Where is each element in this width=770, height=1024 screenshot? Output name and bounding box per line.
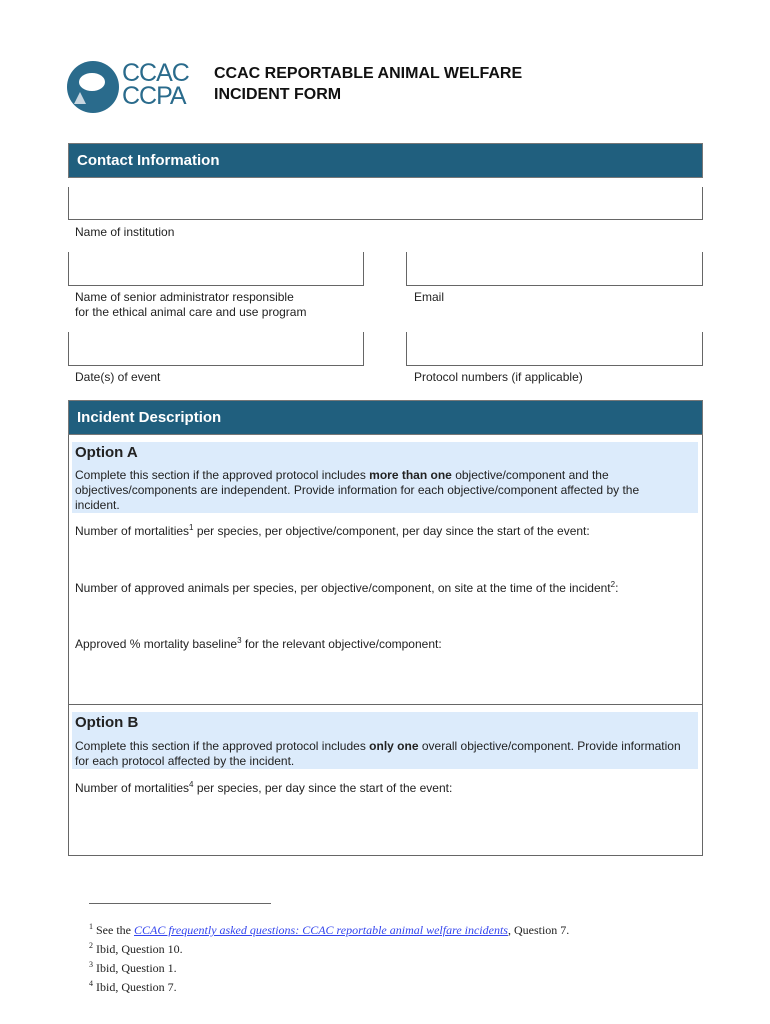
footnote-text: Ibid, Question 7. [96,980,177,994]
option-b-description [75,739,685,769]
admin-label-line1: Name of senior administrator responsible [75,290,294,304]
option-a-approved-animals-question [75,577,618,596]
logo-text-ccpa: CCPA [122,82,186,110]
option-a-title: Option A [75,444,138,461]
footnote-text: See the [96,923,134,937]
incident-section-header: Incident Description [68,400,703,435]
q-text: Approved % mortality baseline [75,637,238,651]
institution-label: Name of institution [75,225,175,239]
email-label: Email [414,290,445,304]
q-text: per species, per objective/component, per day since the start of the event: [193,524,590,538]
institution-input[interactable] [68,187,703,220]
q-text: : [615,581,619,595]
desc-text: objective/component and the objectives/components are independent. Provide information for each objective/component affected by the incident. [75,468,640,512]
option-b-title: Option B [75,714,139,731]
title-line-1: CCAC REPORTABLE ANIMAL WELFARE [214,65,523,82]
footnote-1 [89,919,569,938]
desc-text: Complete this section if the approved protocol includes [75,468,370,482]
administrator-label [75,290,306,320]
footnote-ref: 4 [189,780,194,789]
footnote-number: 2 [89,941,93,950]
desc-bold: only one [369,739,419,753]
option-a-baseline-question [75,633,442,652]
footnote-text: Ibid, Question 10. [96,942,183,956]
footnote-divider [89,903,271,904]
logo-text-ccac: CCAC [122,59,189,87]
footnote-number: 3 [89,960,93,969]
footnote-2 [89,938,569,957]
q-text: Number of approved animals per species, per objective/component, on site at the time of the incident [75,581,611,595]
footnote-4 [89,976,569,995]
desc-text: overall objective/component. Provide information for each protocol affected by the incident. [75,739,681,768]
protocol-label: Protocol numbers (if applicable) [414,370,583,384]
footnote-text: , Question 7. [507,923,570,937]
q-text: for the relevant objective/component: [241,637,442,651]
dates-label: Date(s) of event [75,370,161,384]
desc-bold: more than one [369,468,452,482]
footnote-text: Ibid, Question 1. [96,961,177,975]
footnote-ref: 3 [237,636,242,645]
footnote-3 [89,957,569,976]
option-a-mortalities-question [75,520,590,539]
option-b-mortalities-question [75,777,452,796]
footnotes [89,919,569,995]
footnote-number: 4 [89,979,93,988]
ccac-faq-link[interactable]: CCAC frequently asked questions: CCAC reportable animal welfare incidents [134,923,508,937]
contact-section-header: Contact Information [68,143,703,178]
footnote-number: 1 [89,922,93,931]
title-line-2: INCIDENT FORM [214,86,342,103]
desc-text: Complete this section if the approved protocol includes [75,739,370,753]
dates-input[interactable] [68,332,364,366]
q-text: Number of mortalities [75,781,190,795]
footnote-ref: 2 [610,580,616,589]
form-title [214,63,522,105]
q-text: per species, per day since the start of the event: [193,781,453,795]
email-input[interactable] [406,252,703,286]
ccac-logo-icon [66,60,120,114]
protocol-input[interactable] [406,332,703,366]
admin-label-line2: for the ethical animal care and use program [75,305,307,319]
footnote-ref: 1 [189,523,194,532]
q-text: Number of mortalities [75,524,190,538]
administrator-input[interactable] [68,252,364,286]
option-a-description [75,468,685,513]
